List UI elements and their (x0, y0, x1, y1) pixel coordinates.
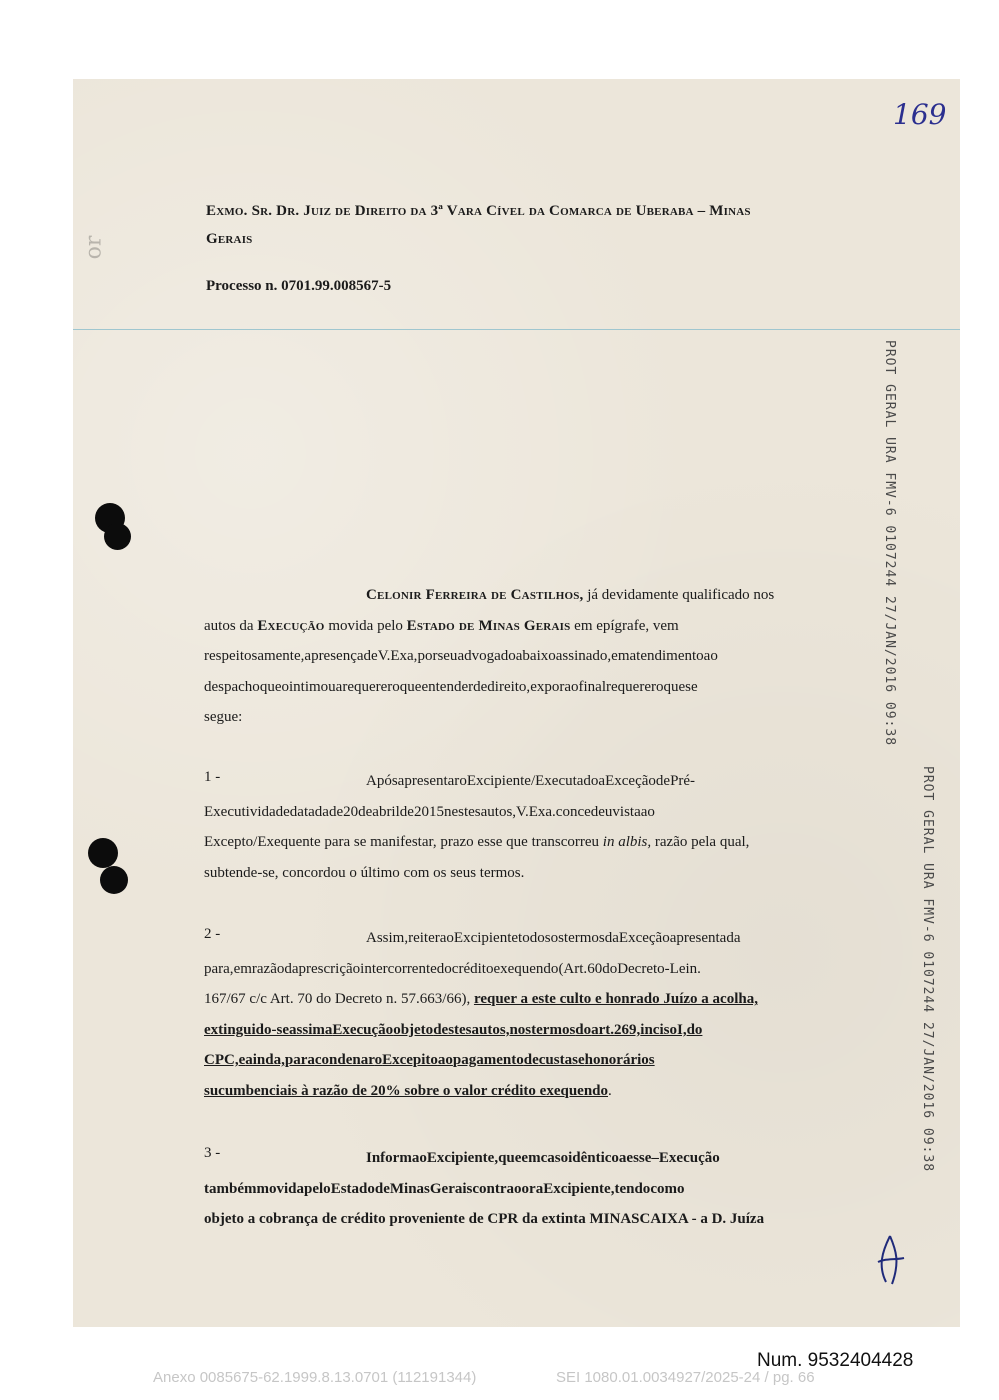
word: caso (540, 1150, 569, 1166)
word: o (514, 1180, 522, 1197)
word: o (446, 930, 454, 946)
word: Exceção (605, 773, 656, 789)
word: a (304, 648, 312, 664)
word: abaixo (515, 648, 556, 664)
word: Após (366, 773, 398, 789)
word: em (521, 1150, 541, 1166)
word: Execução (332, 1021, 394, 1038)
punch-hole (104, 523, 131, 550)
word: final (578, 678, 607, 695)
intro-line-3 (204, 641, 885, 672)
word: – (651, 1150, 659, 1166)
item-3-paragraph (204, 1143, 885, 1235)
estado-label: Estado de Minas Gerais (406, 617, 571, 634)
word: idêntico (568, 1150, 619, 1166)
word: razão (251, 960, 285, 977)
word: reitera (408, 930, 447, 946)
item-1-paragraph (204, 766, 885, 888)
word: expor (530, 678, 565, 695)
word: movida (328, 617, 374, 634)
word: o (392, 678, 400, 695)
word: em (233, 960, 252, 977)
word: em (574, 617, 593, 634)
word: e (577, 1052, 585, 1068)
header-line-2: Gerais (206, 231, 253, 247)
word: Excipiente (453, 930, 519, 946)
word: de (473, 678, 488, 695)
word: despacho (204, 678, 260, 695)
divider-line (73, 329, 960, 330)
word: Excipiente, (543, 1180, 615, 1197)
word: apresentar (397, 773, 460, 789)
word: como (650, 1180, 685, 1197)
word: a (335, 678, 343, 695)
page-number-handwritten: 169 (893, 98, 947, 131)
word: Assim, (366, 930, 409, 946)
word: datada (289, 803, 329, 820)
word: vem (652, 617, 679, 634)
word: 20 (343, 803, 359, 820)
word: exequendo (493, 960, 559, 977)
item-2-line-4 (204, 1015, 885, 1046)
word: 60 (587, 960, 603, 977)
word: ao (640, 803, 655, 820)
item-3-line-2 (204, 1174, 885, 1205)
protocol-stamp: PROT GERAL URA FMV-6 0107244 27/JAN/2016 09:38 (920, 766, 935, 1173)
item-1-number: 1 - (204, 769, 221, 785)
word: honorários (584, 1052, 655, 1068)
word: de (328, 803, 344, 820)
word: V.Exa, (377, 648, 418, 664)
word: Exceção (618, 930, 670, 946)
intro-line-2 (204, 611, 885, 642)
word: assim (289, 1021, 325, 1038)
word: 269, (614, 1021, 641, 1038)
word: presença (311, 648, 364, 664)
word: que (399, 678, 422, 695)
word: que (663, 678, 686, 695)
word: ao (437, 1052, 453, 1068)
annex-reference: Anexo 0085675-62.1999.8.13.0701 (112191344) (153, 1369, 477, 1386)
item-1-line-1 (204, 766, 885, 797)
item-2-paragraph (204, 923, 885, 1106)
word: concedeu (555, 803, 613, 820)
word: atendimento (629, 648, 704, 664)
word: Minas (389, 1180, 430, 1197)
word: Pré- (670, 773, 696, 789)
word: do (686, 1021, 703, 1038)
word: pelo (377, 617, 403, 634)
word: inciso (640, 1021, 677, 1038)
word: se (685, 678, 698, 695)
word: da (239, 617, 254, 634)
word: o (459, 773, 467, 789)
word: prescrição (298, 960, 361, 977)
item-2-line-1 (204, 923, 885, 954)
word: ora (521, 1180, 544, 1197)
word: ainda, (245, 1052, 285, 1068)
word: Decreto-Lei (617, 960, 690, 977)
word: extinguido-se (204, 1021, 290, 1038)
word: para (284, 1052, 315, 1068)
word: do (436, 960, 452, 977)
word: nestes (443, 803, 481, 820)
word: (Art. (558, 960, 588, 977)
word: em (611, 648, 630, 664)
word: epígrafe, (596, 617, 650, 634)
word: e (238, 1052, 246, 1068)
item-2-line-6 (204, 1076, 885, 1107)
document-number: Num. 9532404428 (757, 1350, 914, 1371)
word: requerer (342, 678, 393, 695)
intro-line-5: segue: (204, 709, 243, 725)
item-1-line-4: subtende-se, concordou o último com os seus termos. (204, 864, 525, 881)
word: n. (689, 960, 701, 977)
word: contra (472, 1180, 515, 1197)
word: assinado, (555, 648, 612, 664)
word: entender (421, 678, 474, 695)
word: ao (703, 648, 718, 664)
word: I, (676, 1021, 687, 1038)
item-2-number: 2 - (204, 926, 221, 942)
word: do (575, 1021, 592, 1038)
item-2-line-2 (204, 954, 885, 985)
text: 167/67 c/c Art. 70 do Decreto n. 57.663/66), (204, 991, 474, 1007)
word: todos (518, 930, 551, 946)
word: a (598, 773, 606, 789)
word: pagamento (452, 1052, 524, 1068)
text: Excepto/Exequente para se manifestar, prazo esse que transcorreu (204, 834, 603, 850)
word: o (655, 678, 664, 695)
word: movida (256, 1180, 305, 1197)
word: para, (204, 960, 234, 977)
process-number: Processo n. 0701.99.008567-5 (206, 278, 392, 294)
text: . (608, 1082, 612, 1099)
word: vista (612, 803, 641, 820)
intro-paragraph (204, 580, 885, 733)
word: CPC, (204, 1052, 239, 1068)
word: pelo (304, 1180, 331, 1197)
word: custas (538, 1052, 578, 1068)
word: autos, (480, 803, 517, 820)
addressee-header (206, 197, 890, 253)
intro-line-4 (204, 672, 885, 703)
word: de (374, 1180, 390, 1197)
intro-line-1-rest: já devidamente qualificado nos (583, 587, 775, 603)
word: condenar (314, 1052, 375, 1068)
word: os (550, 930, 564, 946)
header-line-1: Exmo. Sr. Dr. Juiz de Direito da 3ª Vara Cível da Comarca de Uberaba – Minas (206, 203, 751, 219)
word: autos, (471, 1021, 510, 1038)
item-2-line-5 (204, 1045, 885, 1076)
word: advogado (457, 648, 516, 664)
word: apresentada (669, 930, 741, 946)
word: nos (509, 1021, 532, 1038)
underlined-request: sucumbenciais à razão de 20% sobre o valor crédito exequendo (204, 1082, 609, 1099)
sei-reference: SEI 1080.01.0034927/2025-24 / pg. 66 (556, 1369, 815, 1386)
word: direito, (487, 678, 531, 695)
item-3-line-1 (204, 1143, 885, 1174)
item-3-number: 3 - (204, 1145, 221, 1161)
word: do (602, 960, 618, 977)
word: de (655, 773, 671, 789)
punch-hole (100, 866, 128, 894)
word: 2015 (413, 803, 444, 820)
word: seu (437, 648, 458, 664)
word: o (419, 1150, 427, 1166)
word: que (259, 678, 282, 695)
word: a (618, 1150, 627, 1166)
word: Informa (366, 1150, 420, 1166)
word: Executividade (204, 803, 290, 820)
word: da (284, 960, 299, 977)
word: destes (433, 1021, 472, 1038)
word: de (523, 1052, 539, 1068)
word: objeto (393, 1021, 434, 1038)
word: ao (564, 678, 579, 695)
word: Excepito (382, 1052, 438, 1068)
word: art. (591, 1021, 615, 1038)
word: intimou (288, 678, 336, 695)
word: Estado (330, 1180, 375, 1197)
word: esse (626, 1150, 652, 1166)
word: respeitosamente, (204, 648, 305, 664)
word: de (358, 803, 373, 820)
italic-text: in albis, (602, 834, 652, 850)
word: abril (372, 803, 400, 820)
party-name: Celonir Ferreira de Castilhos, (366, 587, 584, 603)
word: também (204, 1180, 257, 1197)
word: intercorrente (360, 960, 437, 977)
word: Execução (658, 1150, 720, 1166)
word: termos (531, 1021, 576, 1038)
word: termos (563, 930, 605, 946)
word: por (417, 648, 438, 664)
word: crédito (451, 960, 494, 977)
word: da (604, 930, 619, 946)
handwritten-mark: or (81, 235, 107, 260)
item-3-line-3: objeto a cobrança de crédito proveniente de CPR da extinta MINASCAIXA - a D. Juíza (204, 1211, 765, 1227)
word: o (281, 678, 289, 695)
word: o (374, 1052, 383, 1068)
word: de (399, 803, 414, 820)
underlined-request: requer a este culto e honrado Juízo a acolha, (473, 991, 758, 1007)
punch-hole (88, 838, 118, 868)
signature-mark (872, 1232, 908, 1288)
word: tendo (614, 1180, 651, 1197)
word: requerer (606, 678, 656, 695)
execucao-label: Execução (257, 617, 325, 634)
text: razão pela qual, (651, 834, 750, 850)
protocol-stamp: PROT GERAL URA FMV-6 0107244 27/JAN/2016 09:38 (882, 340, 897, 747)
word: autos (204, 617, 236, 634)
word: V.Exa. (516, 803, 556, 820)
item-2-line-3 (204, 984, 885, 1015)
word: a (324, 1021, 333, 1038)
word: Excipiente/Executado (466, 773, 599, 789)
item-1-line-3 (204, 827, 885, 858)
word: que (498, 1150, 522, 1166)
item-1-line-2 (204, 797, 885, 828)
word: Gerais (429, 1180, 473, 1197)
word: de (363, 648, 378, 664)
word: Excipiente, (426, 1150, 499, 1166)
